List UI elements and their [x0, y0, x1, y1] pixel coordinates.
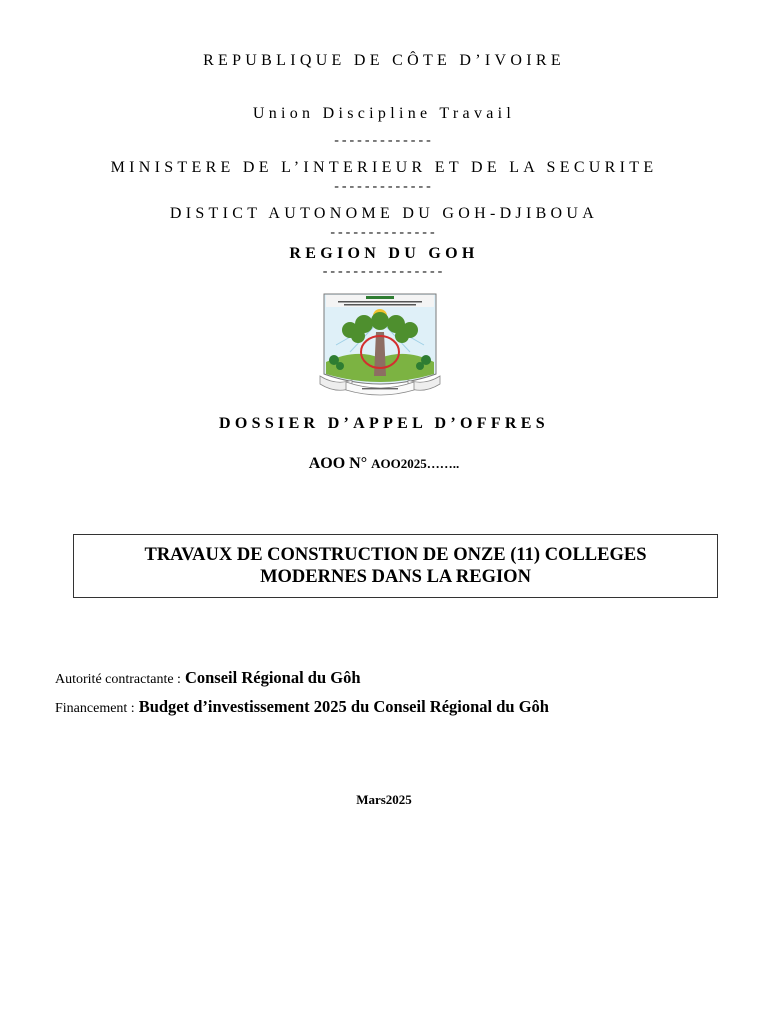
- project-title: TRAVAUX DE CONSTRUCTION DE ONZE (11) COLLEGES MODERNES DANS LA REGION: [144, 545, 647, 587]
- region-emblem-icon: [316, 290, 444, 400]
- document-heading-text: DOSSIER D’APPEL D’OFFRES: [219, 415, 549, 432]
- region-name: REGION DU GOH: [289, 245, 479, 262]
- separator: --------------: [330, 225, 438, 240]
- country-name: REPUBLIQUE DE CÔTE D’IVOIRE: [203, 52, 565, 69]
- aoo-reference: [0, 455, 768, 473]
- financing-value: Budget d’investissement 2025 du Conseil Régional du Gôh: [138, 697, 549, 716]
- project-title-box: [73, 534, 718, 598]
- separator: -------------: [334, 179, 434, 194]
- contracting-authority: [55, 668, 361, 688]
- aoo-number: AOO2025……..: [371, 456, 460, 471]
- financing: [55, 697, 549, 717]
- separator: -------------: [334, 133, 434, 148]
- document-date: Mars2025: [356, 792, 412, 807]
- district-name: DISTICT AUTONOME DU GOH-DJIBOUA: [169, 205, 599, 222]
- separator: ----------------: [322, 264, 446, 279]
- authority-label: Autorité contractante :: [55, 672, 181, 687]
- document-heading: [0, 415, 768, 433]
- ministry-name: MINISTERE DE L’INTERIEUR ET DE LA SECURITE: [110, 159, 658, 176]
- aoo-prefix: AOO N°: [308, 455, 368, 472]
- national-motto: Union Discipline Travail: [252, 105, 516, 122]
- authority-value: Conseil Régional du Gôh: [184, 668, 361, 687]
- financing-label: Financement :: [55, 701, 135, 716]
